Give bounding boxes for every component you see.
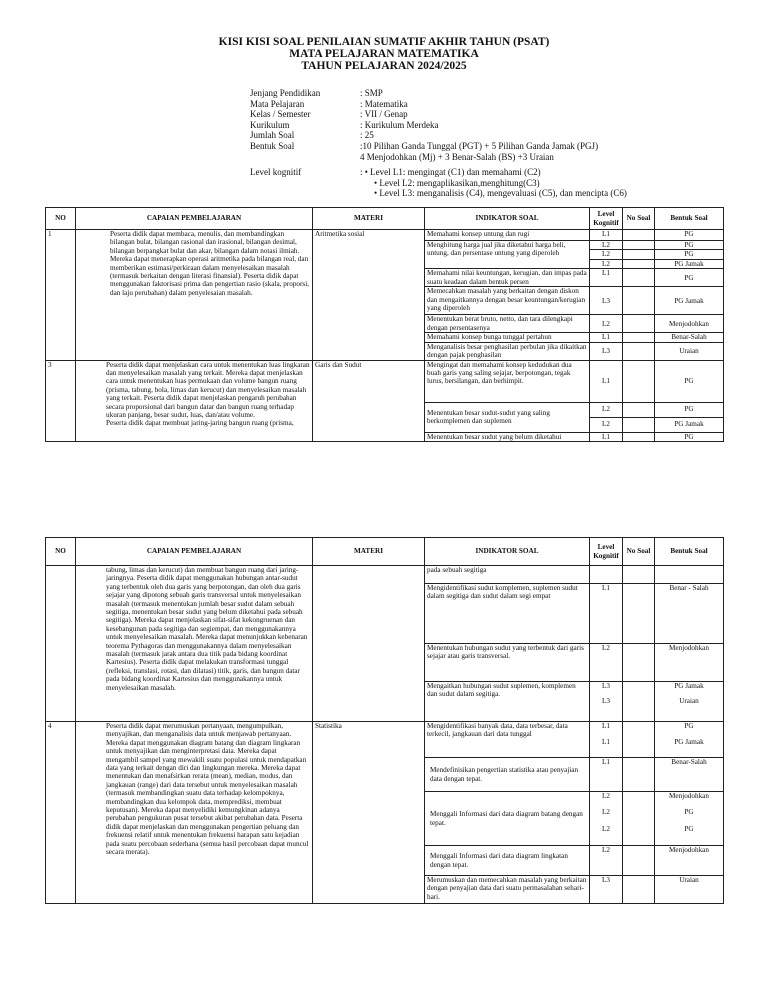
bentuk-cell: PG Jamak (655, 287, 724, 315)
nosoal-cell (623, 259, 655, 268)
level-value: L3 (602, 682, 610, 690)
nosoal-cell (623, 269, 655, 287)
row-materi: Aritmetika sosial (313, 230, 425, 361)
indikator-cell: Mengidentifikasi sudut komplemen, suplemen sudut dalam segitiga dan sudut dalam segi empat (425, 584, 590, 644)
nosoal-cell (623, 566, 655, 584)
nosoal-cell (623, 682, 655, 722)
level-cell (590, 566, 623, 584)
nosoal-cell (623, 417, 655, 432)
indikator-cell: Mengaitkan hubungan sudut suplemen, komplemen dan sudut dalam segitiga. (425, 682, 590, 722)
row-no: 1 (46, 230, 76, 361)
indikator-cell: Menggali Informasi dari data diagram lingkatan dengan tepat. (425, 846, 590, 876)
nosoal-cell (623, 584, 655, 644)
nosoal-cell (623, 432, 655, 441)
level-cell: L3 (590, 342, 623, 360)
level-cell (590, 722, 623, 758)
nosoal-cell (623, 846, 655, 876)
meta-value: • Level L3: menganalisis (C4), mengevaluasi (C5), dan mencipta (C6) (374, 188, 627, 199)
bentuk-cell: Menjodohkan (655, 846, 724, 876)
bentuk-cell: Uraian (655, 342, 724, 360)
level-value: L2 (602, 792, 610, 800)
bentuk-cell: Benar-Salah (655, 333, 724, 342)
meta-label: Bentuk Soal (250, 140, 295, 151)
meta-label: Kelas / Semester (250, 109, 311, 120)
row-cp: Peserta didik dapat membaca, menulis, dan membandingkan bilangan bulat, bilangan rasional dan irasional, bilangan desimal, bilangan berpangkat bulat dan akar, bilangan dalam notasi ilmiah. Mereka dapat menerapkan operasi aritmetika pada bilangan real, dan memberikan estimasi/perkiraan dalam menyelesaikan masalah (termasuk berkaitan dengan literasi finansial). Peserta didik dapat menggunakan faktorisasi prima dan pengertian rasio (skala, proporsi, dan laju perubahan) dalam penyelesaian masalah. (76, 230, 313, 361)
meta-value: : Matematika (360, 98, 408, 109)
header-cp: CAPAIAN PEMBELAJARAN (76, 538, 313, 566)
header-bentuk: Bentuk Soal (655, 208, 724, 230)
level-cell: L3 (590, 287, 623, 315)
nosoal-cell (623, 876, 655, 904)
bentuk-value: PG (684, 722, 694, 730)
level-cell: L2 (590, 259, 623, 268)
level-cell: L2 (590, 402, 623, 417)
bentuk-cell (655, 792, 724, 846)
kisi-table-page-2 (45, 537, 724, 904)
nosoal-cell (623, 287, 655, 315)
bentuk-cell: PG (655, 269, 724, 287)
indikator-cell: Menentukan berat bruto, netto, dan tara dilengkapi dengan persentasenya (425, 315, 590, 333)
indikator-cell: Menentukan besar sudut-sudut yang saling berkomplemen dan suplemen (425, 402, 590, 432)
nosoal-cell (623, 333, 655, 342)
nosoal-cell (623, 792, 655, 846)
bentuk-cell: PG (655, 230, 724, 241)
level-cell: L2 (590, 250, 623, 259)
title-line-2: MATA PELAJARAN MATEMATIKA (289, 48, 479, 60)
bentuk-cell (655, 722, 724, 758)
cp-text: Peserta didik dapat membuat jaring-jaring bangun ruang (prisma, (106, 419, 294, 428)
indikator-cell: pada sebuah segitiga (425, 566, 590, 584)
header-bentuk: Bentuk Soal (655, 538, 724, 566)
bentuk-cell: PG (655, 402, 724, 417)
row-cp (76, 360, 313, 441)
cp-text: Peserta didik dapat menjelaskan cara untuk menentukan luas lingkaran dan menyelesaikan masalah yang terkait. Mereka dapat menjelaskan cara untuk menentukan luas permukaan dan volume bangun ruang (prisma, tabung, bola, limas dan kerucut) dan menyelesaikan masalah yang terkait. Peserta didik dapat menjelaskan pengaruh perubahan secara proporsional dari bangun datar dan bangun ruang terhadap ukuran panjang, besar sudut, luas, dan/atau volume. (106, 360, 310, 420)
meta-value: : 25 (360, 130, 374, 141)
indikator-cell: Mendefinisikan pengertian statistika atau penyajian data dengan tepat. (425, 758, 590, 792)
level-value: L1 (602, 738, 610, 747)
bentuk-cell: Benar-Salah (655, 758, 724, 792)
level-cell: L1 (590, 230, 623, 241)
header-indikator: INDIKATOR SOAL (425, 208, 590, 230)
level-cell: L3 (590, 876, 623, 904)
bentuk-cell (655, 566, 724, 584)
level-cell: L1 (590, 584, 623, 644)
level-value: L2 (602, 808, 610, 817)
bentuk-cell (655, 682, 724, 722)
level-cell: L2 (590, 315, 623, 333)
level-value: L2 (602, 824, 610, 833)
indikator-cell: Menentukan besar sudut yang belum diketahui (425, 432, 590, 441)
header-materi: MATERI (313, 208, 425, 230)
header-level: Level Kognitif (590, 208, 623, 230)
indikator-cell: Menganalisis besar penghasilan perbulan jika dikaitkan dengan pajak penghasilan (425, 342, 590, 360)
bentuk-cell: PG (655, 241, 724, 250)
row-materi: Statistika (313, 722, 425, 904)
indikator-cell: Memahami konsep bunga tunggal pertahun (425, 333, 590, 342)
header-nosoal: No Soal (623, 538, 655, 566)
meta-value: • Level L2: mengaplikasikan,menghitung(C3) (374, 177, 540, 188)
bentuk-value: PG (684, 824, 694, 833)
indikator-cell: Mengidentifikasi banyak data, data terbesar, data terkecil, jangkauan dari data tunggal (425, 722, 590, 758)
nosoal-cell (623, 315, 655, 333)
bentuk-cell: Benar - Salah (655, 584, 724, 644)
header-no: NO (46, 538, 76, 566)
row-materi: Garis dan Sudut (313, 360, 425, 441)
row-no: 3 (46, 360, 76, 441)
level-cell: L1 (590, 333, 623, 342)
nosoal-cell (623, 644, 655, 682)
indikator-cell: Menentukan hubungan sudut yang terbentuk dari garis sejajar atau garis transversal. (425, 644, 590, 682)
document-meta (250, 88, 627, 199)
indikator-cell: Merumuskan dan memecahkan masalah yang berkaitan dengan penyajian data dari suatu permasalahan sehari-hari. (425, 876, 590, 904)
indikator-cell: Memahami konsep untung dan rugi (425, 230, 590, 241)
level-cell: L1 (590, 758, 623, 792)
nosoal-cell (623, 402, 655, 417)
header-level: Level Kognitif (590, 538, 623, 566)
meta-value: :10 Pilihan Ganda Tunggal (PGT) + 5 Pilihan Ganda Jamak (PGJ) (360, 140, 599, 151)
indikator-cell: Memahami nilai keuntungan, kerugian, dan impas pada suatu keadaan dalam bentuk persen (425, 269, 590, 287)
level-cell: L2 (590, 846, 623, 876)
bentuk-cell: Uraian (655, 876, 724, 904)
document-title (0, 36, 768, 72)
nosoal-cell (623, 360, 655, 402)
header-indikator: INDIKATOR SOAL (425, 538, 590, 566)
header-materi: MATERI (313, 538, 425, 566)
bentuk-cell: PG Jamak (655, 417, 724, 432)
meta-value: 4 Menjodohkan (Mj) + 3 Benar-Salah (BS) +3 Uraian (360, 151, 554, 162)
level-cell: L1 (590, 269, 623, 287)
meta-label: Jenjang Pendidikan (250, 88, 321, 98)
level-cell: L2 (590, 241, 623, 250)
bentuk-cell: PG (655, 432, 724, 441)
meta-value: : Kurikulum Merdeka (360, 119, 439, 130)
row-no (46, 566, 76, 722)
bentuk-cell: PG (655, 360, 724, 402)
kisi-table-page-1 (45, 207, 724, 442)
level-cell (590, 792, 623, 846)
nosoal-cell (623, 342, 655, 360)
bentuk-value: PG Jamak (674, 738, 704, 747)
row-cp: tabung, limas dan kerucut) dan membuat bangun ruang dari jaring-jaringnya. Peserta didik dapat menggunakan hubungan antar-sudut yang terbentuk oleh dua garis yang berpotongan, dan oleh dua garis sejajar yang dipotong sebuah garis transversal untuk menyelesaikan masalah (termasuk menentukan jumlah besar sudut dalam sebuah segitiga, menentukan besar sudut yang belum diketahui pada sebuah segitiga). Mereka dapat menjelaskan sifat-sifat kekongruenan dan kesebangunan pada segitiga dan segiempat, dan menggunakannya untuk menyelesaikan masalah. Mereka dapat menunjukkan kebenaran teorema Pythagoras dan menggunakannya dalam menyelesaikan masalah (termasuk jarak antara dua titik pada bidang koordinat Kartesius). Peserta didik dapat melakukan transformasi tunggal (refleksi, translasi, rotasi, dan dilatasi) titik, garis, dan bangun datar pada bidang koordinat Kartesius dan menggunakannya untuk menyelesaikan masalah. (76, 566, 313, 722)
meta-label: Kurikulum (250, 119, 290, 130)
meta-label: Level kognitif (250, 167, 302, 178)
header-no: NO (46, 208, 76, 230)
row-no: 4 (46, 722, 76, 904)
header-nosoal: No Soal (623, 208, 655, 230)
nosoal-cell (623, 250, 655, 259)
indikator-cell: Menggali Informasi dari data diagram batang dengan tepat. (425, 792, 590, 846)
row-cp: Peserta didik dapat merumuskan pertanyaan, mengumpulkan, menyajikan, dan menganalisis data untuk menjawab pertanyaan. Mereka dapat menggunakan diagram batang dan diagram lingkaran untuk menyajikan dan menginterpretasi data. Mereka dapat mengambil sampel yang mewakili suatu populasi untuk mendapatkan data yang terkait dengan diri dan lingkungan mereka. Mereka dapat menentukan dan menafsirkan rerata (mean), median, modus, dan jangkauan (range) dari data tersebut untuk menyelesaikan masalah (termasuk membandingkan suatu data terhadap kelompoknya, membandingkan dua kelompok data, memprediksi, membuat keputusan). Mereka dapat menyelidiki kemungkinan adanya perubahan pengukuran pusat tersebut akibat perubahan data. Peserta didik dapat menjelaskan dan menggunakan pengertian peluang dan frekuensi relatif untuk menentukan frekuensi harapan satu kejadian pada suatu percobaan sederhana (semua hasil percobaan dapat muncul secara merata). (76, 722, 313, 904)
bentuk-cell: Menjodohkan (655, 644, 724, 682)
nosoal-cell (623, 722, 655, 758)
bentuk-value: Menjodohkan (669, 792, 709, 800)
meta-label: Mata Pelajaran (250, 98, 305, 109)
level-cell: L1 (590, 360, 623, 402)
indikator-cell: Menghitung harga jual jika diketahui harga beli, untung, dan persentase untung yang diperoleh (425, 241, 590, 269)
meta-value: : SMP (360, 88, 383, 98)
nosoal-cell (623, 230, 655, 241)
meta-value: : VII / Genap (360, 109, 408, 120)
title-line-1: KISI KISI SOAL PENILAIAN SUMATIF AKHIR TAHUN (PSAT) (218, 36, 550, 48)
bentuk-value: PG Jamak (674, 682, 704, 690)
nosoal-cell (623, 758, 655, 792)
level-cell: L2 (590, 417, 623, 432)
level-cell: L2 (590, 644, 623, 682)
bentuk-cell: Menjodohkan (655, 315, 724, 333)
header-cp: CAPAIAN PEMBELAJARAN (76, 208, 313, 230)
nosoal-cell (623, 241, 655, 250)
level-cell: L1 (590, 432, 623, 441)
meta-label: Jumlah Soal (250, 130, 295, 141)
row-materi (313, 566, 425, 722)
level-value: L3 (602, 697, 610, 706)
bentuk-cell: PG Jamak (655, 259, 724, 268)
title-line-3: TAHUN PELAJARAN 2024/2025 (301, 60, 467, 72)
indikator-cell: Memecahkan masalah yang berkaitan dengan diskon dan mengaitkannya dengan besar keuntungan/kerugian yang diperoleh (425, 287, 590, 315)
bentuk-value: PG (684, 808, 694, 817)
level-value: L1 (602, 722, 610, 730)
indikator-cell: Mengingat dan memahami konsep kedudukan dua buah garis yang saling sejajar, berpotongan, tegak lurus, bersilangan, dan berhimpit. (425, 360, 590, 402)
level-cell (590, 682, 623, 722)
meta-value: : • Level L1: mengingat (C1) dan memahami (C2) (360, 167, 541, 178)
bentuk-value: Uraian (679, 697, 699, 706)
bentuk-cell: PG (655, 250, 724, 259)
